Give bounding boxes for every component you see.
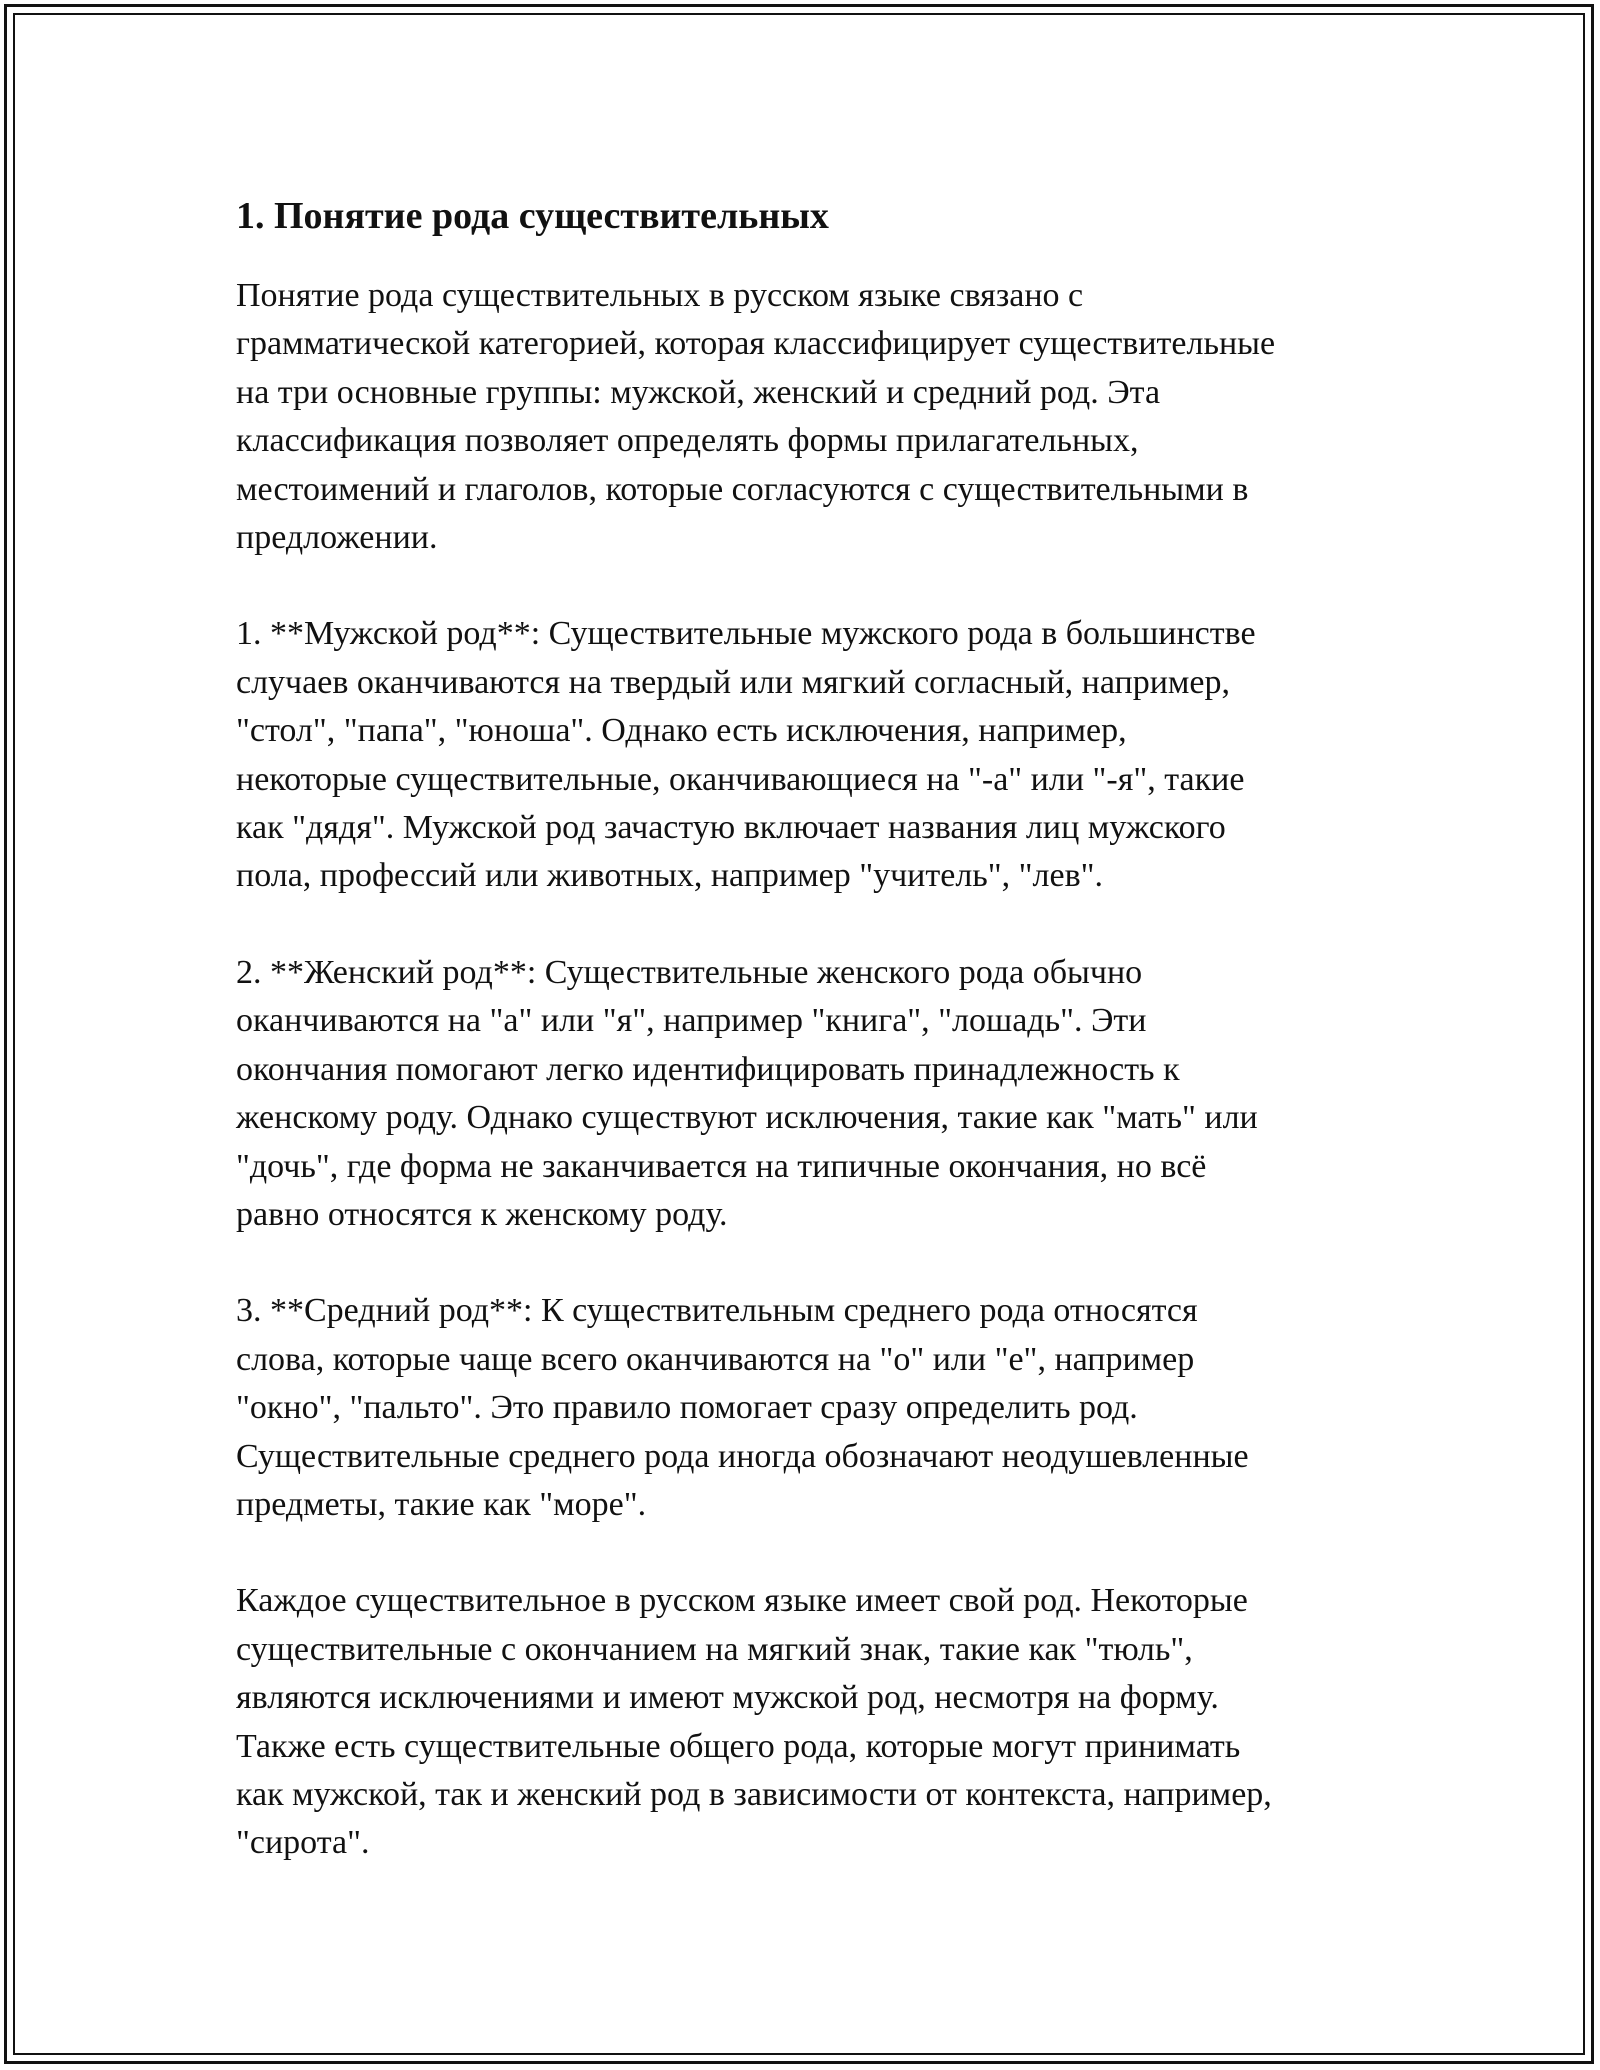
neuter-gender-paragraph: 3. **Средний род**: К существительным среднего рода относятся слова, которые чаще всего оканчиваются на "о" или "е", например "окно", "пальто". Это правило помогает сразу определить род. Существительные среднего рода иногда обозначают неодушевленные предметы, такие как "море". — [236, 1292, 1249, 1523]
section-heading: 1. Понятие рода существительных — [236, 195, 829, 237]
masculine-gender-paragraph: 1. **Мужской род**: Существительные мужского рода в большинстве случаев оканчиваются на твердый или мягкий согласный, например, "стол", "папа", "юноша". Однако есть исключения, например, некоторые существительные, оканчивающиеся на "-а" или "-я", такие как "дядя". Мужской род зачастую включает названия лиц мужского пола, профессий или животных, например "учитель", "лев". — [236, 615, 1256, 895]
document-body — [236, 182, 1386, 1916]
intro-paragraph: Понятие рода существительных в русском языке связано с грамматической категорией, которая классифицирует существительные на три основные группы: мужской, женский и средний род. Эта классификация позволяет определять формы прилагательных, местоимений и глаголов, которые согласуются с существительными в предложении. — [236, 277, 1276, 557]
conclusion-paragraph: Каждое существительное в русском языке имеет свой род. Некоторые существительные с окончанием на мягкий знак, такие как "тюль", являются исключениями и имеют мужской род, несмотря на форму. Также есть существительные общего рода, которые могут принимать как мужской, так и женский род в зависимости от контекста, например, "сирота". — [236, 1582, 1272, 1862]
feminine-gender-paragraph: 2. **Женский род**: Существительные женского рода обычно оканчиваются на "а" или "я", например "книга", "лошадь". Эти окончания помогают легко идентифицировать принадлежность к женскому роду. Однако существуют исключения, такие как "мать" или "дочь", где форма не заканчивается на типичные окончания, но всё равно относятся к женскому роду. — [236, 953, 1258, 1233]
